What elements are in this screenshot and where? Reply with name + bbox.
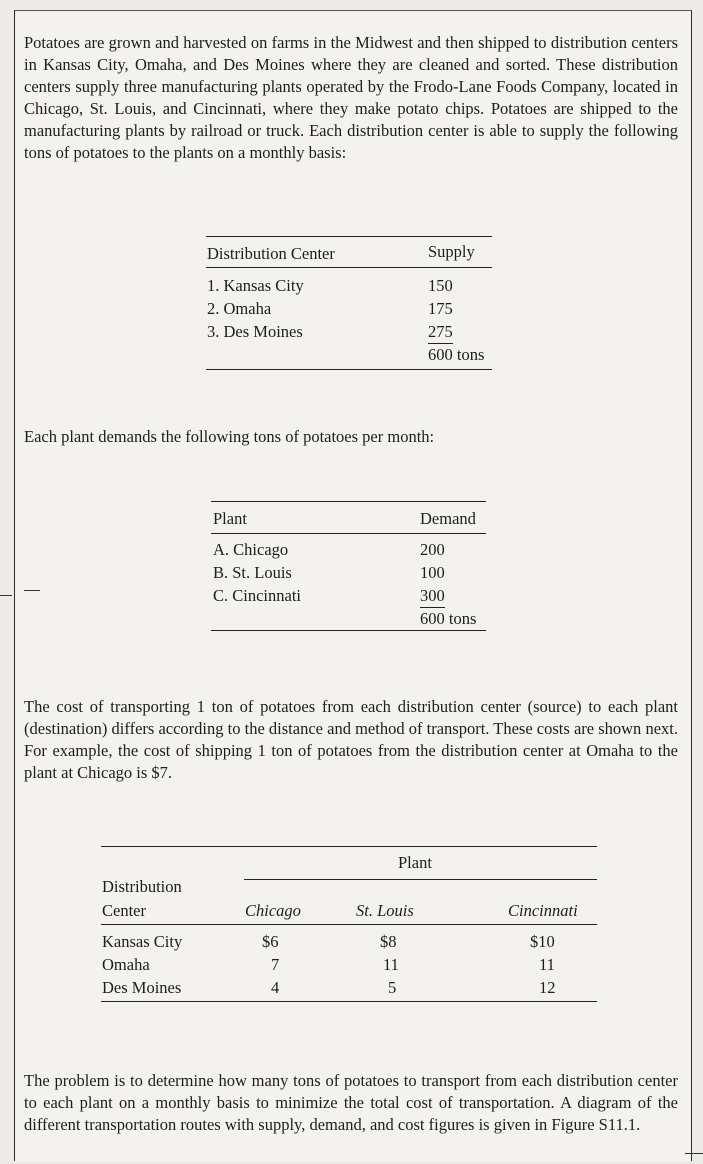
cost-plant-group-header: Plant — [398, 853, 432, 872]
demand-row-plant: B. St. Louis — [213, 563, 292, 582]
demand-table-bottom-rule — [211, 630, 486, 631]
cost-col-header-cincinnati: Cincinnati — [508, 901, 578, 920]
cost-cell: $6 — [262, 932, 279, 951]
cost-paragraph: The cost of transporting 1 ton of potatoes from each distribution center (source) to each plant (destination) differs according to the distance and method of transport. These costs are shown next. For example, the cost of shipping 1 ton of potatoes from the distribution center at Omaha to the plant at Chicago is $7. — [24, 697, 678, 782]
supply-header-supply: Supply — [428, 242, 475, 261]
cost-cell: 11 — [539, 955, 555, 974]
supply-row-value: 275 — [428, 321, 453, 344]
cost-cell: $10 — [530, 932, 555, 951]
cost-table-header-rule — [101, 924, 597, 925]
cost-col-header-chicago: Chicago — [245, 901, 301, 920]
margin-mark — [0, 595, 12, 596]
supply-table-top-rule — [206, 236, 492, 237]
cost-plant-group-rule — [244, 879, 597, 880]
cost-col-header-st-louis: St. Louis — [356, 901, 414, 920]
cost-cell: $8 — [380, 932, 397, 951]
margin-mark — [685, 1153, 703, 1154]
cost-row-header-line2: Center — [102, 901, 146, 920]
cost-cell: 11 — [383, 955, 399, 974]
supply-row-value: 150 — [428, 276, 453, 295]
cost-table-top-rule — [101, 846, 597, 847]
cost-cell: 4 — [271, 978, 280, 997]
supply-row-center: 3. Des Moines — [207, 322, 303, 341]
cost-cell: 5 — [388, 978, 397, 997]
margin-mark — [24, 590, 40, 591]
supply-header-center: Distribution Center — [207, 244, 335, 263]
cost-row-header-line1: Distribution — [102, 877, 182, 896]
cost-table-bottom-rule — [101, 1001, 597, 1002]
demand-table-top-rule — [211, 501, 486, 502]
demand-total: 600 tons — [420, 609, 477, 628]
demand-row-plant: C. Cincinnati — [213, 586, 301, 605]
demand-header-plant: Plant — [213, 509, 247, 528]
cost-row-center: Des Moines — [102, 978, 182, 997]
cost-row-center: Omaha — [102, 955, 150, 974]
supply-total: 600 tons — [428, 345, 485, 364]
demand-row-value: 100 — [420, 563, 445, 582]
demand-table-header-rule — [211, 533, 486, 534]
supply-row-center: 1. Kansas City — [207, 276, 304, 295]
cost-cell: 7 — [271, 955, 280, 974]
supply-table-bottom-rule — [206, 369, 492, 370]
intro-paragraph: Potatoes are grown and harvested on farms in the Midwest and then shipped to distribution centers in Kansas City, Omaha, and Des Moines where they are cleaned and sorted. These distribution centers supply three manufacturing plants operated by the Frodo-Lane Foods Company, located in Chicago, St. Louis, and Cincinnati, where they make potato chips. Potatoes are shipped to the manufacturing plants by railroad or truck. Each distribution center is able to supply the following tons of potatoes to the plants on a monthly basis: — [24, 33, 678, 162]
closing-paragraph: The problem is to determine how many tons of potatoes to transport from each distribution center to each plant on a monthly basis to minimize the total cost of transportation. A diagram of the different transportation routes with supply, demand, and cost figures is given in Figure S11.1. — [24, 1071, 678, 1134]
cost-row-center: Kansas City — [102, 932, 183, 951]
supply-row-value: 175 — [428, 299, 453, 318]
demand-row-plant: A. Chicago — [213, 540, 289, 559]
supply-row-center: 2. Omaha — [207, 299, 272, 318]
cost-cell: 12 — [539, 978, 556, 997]
demand-intro: Each plant demands the following tons of potatoes per month: — [24, 427, 435, 446]
demand-row-value: 200 — [420, 540, 445, 559]
demand-row-value: 300 — [420, 585, 445, 608]
supply-table-header-rule — [206, 267, 492, 268]
demand-header-demand: Demand — [420, 509, 476, 528]
